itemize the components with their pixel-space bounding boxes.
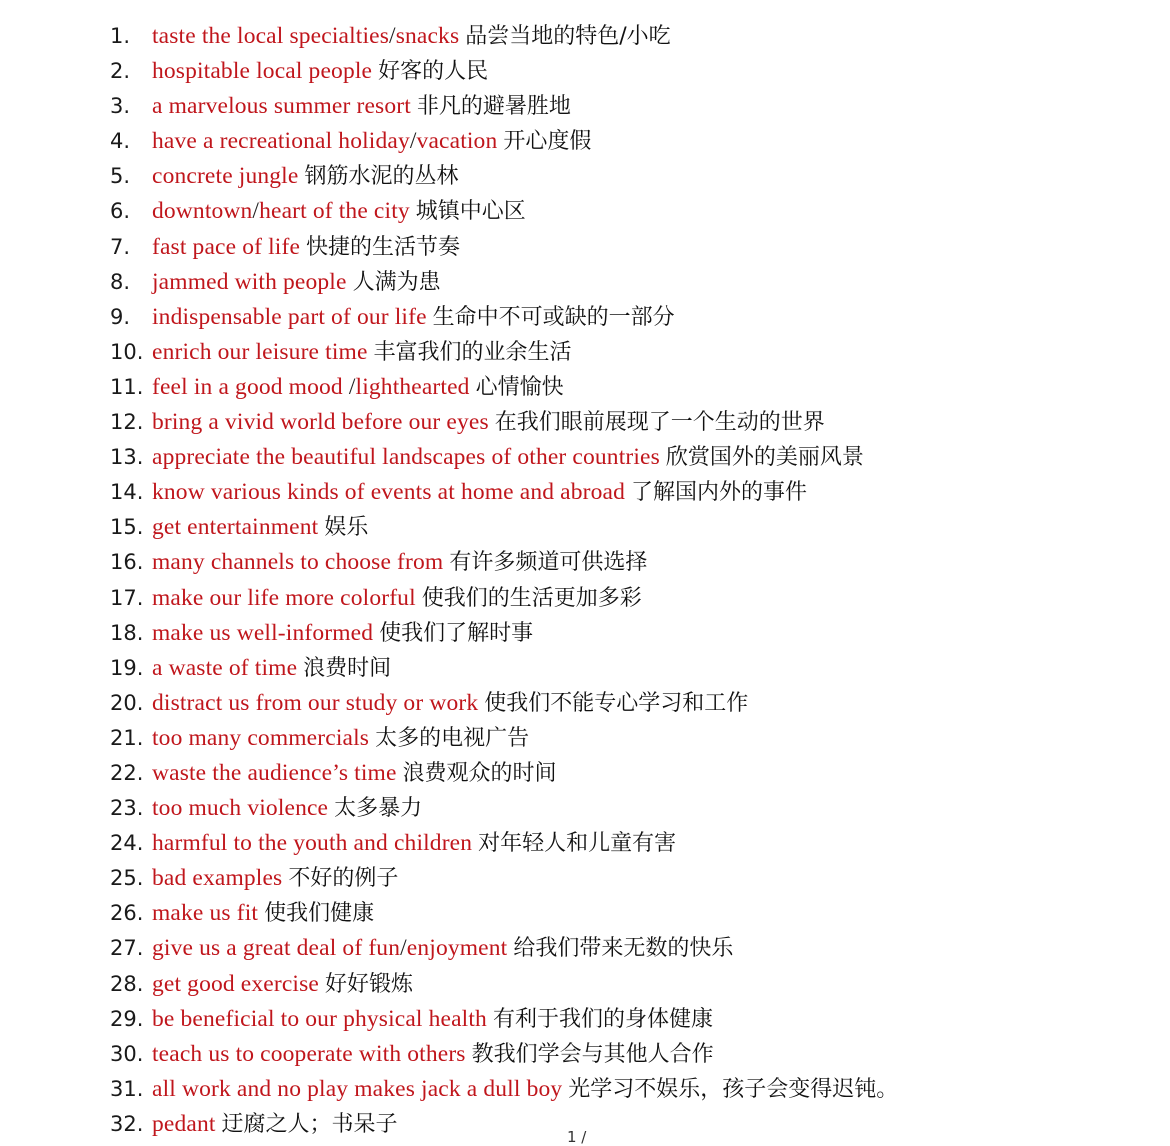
- chinese-translation: 丰富我们的业余生活: [373, 339, 572, 365]
- item-number: 5.: [110, 164, 131, 189]
- english-phrase: [152, 234, 300, 260]
- english-phrase-main: waste the audience’s time: [152, 759, 397, 786]
- slash-separator: /: [252, 198, 260, 225]
- list-item: [110, 861, 898, 896]
- item-number: 22.: [110, 760, 144, 785]
- english-phrase: [152, 128, 497, 154]
- english-phrase-main: too much violence: [152, 795, 329, 822]
- item-number: 26.: [110, 901, 144, 926]
- english-phrase-main: get entertainment: [152, 514, 319, 541]
- item-number: 8.: [110, 269, 131, 294]
- chinese-translation: 开心度假: [503, 129, 592, 155]
- item-number: 32.: [110, 1111, 144, 1136]
- item-number: 3.: [110, 94, 131, 119]
- item-number: 10.: [110, 339, 144, 364]
- list-item: [110, 1072, 898, 1107]
- english-phrase: [152, 58, 372, 84]
- english-phrase-main: distract us from our study or work: [152, 689, 479, 716]
- slash-separator: /: [409, 128, 417, 155]
- english-phrase-main: indispensable part of our life: [152, 303, 427, 330]
- item-number: 30.: [110, 1041, 144, 1066]
- chinese-translation: 心情愉快: [475, 374, 564, 400]
- chinese-translation: 使我们的生活更加多彩: [421, 585, 642, 611]
- chinese-translation: 给我们带来无数的快乐: [513, 936, 734, 962]
- english-phrase-alternative: snacks: [395, 23, 460, 49]
- english-phrase-main: know various kinds of events at home and abroad: [152, 479, 626, 506]
- list-item: [110, 931, 898, 966]
- item-number: 19.: [110, 655, 144, 680]
- item-number: 15.: [110, 515, 144, 540]
- english-phrase-main: downtown: [152, 198, 253, 225]
- item-number: 20.: [110, 690, 144, 715]
- english-phrase: [152, 339, 368, 365]
- list-item: [110, 510, 898, 545]
- list-item: [110, 159, 898, 194]
- english-phrase-main: pedant: [152, 1110, 216, 1137]
- list-item: [110, 721, 898, 756]
- list-item: [110, 826, 898, 861]
- item-number: 24.: [110, 831, 144, 856]
- chinese-translation: 钢筋水泥的丛林: [304, 164, 459, 190]
- english-phrase: [152, 971, 319, 997]
- english-phrase: [152, 304, 427, 330]
- english-phrase: [152, 655, 297, 681]
- english-phrase: [152, 620, 373, 646]
- slash-separator: /: [400, 935, 407, 962]
- item-number: 29.: [110, 1006, 144, 1031]
- english-phrase: [152, 1111, 216, 1137]
- english-phrase-main: fast pace of life: [152, 233, 301, 260]
- item-number: 27.: [110, 936, 144, 961]
- english-phrase-main: harmful to the youth and children: [152, 830, 473, 857]
- list-item: [110, 370, 898, 405]
- english-phrase: [152, 549, 443, 575]
- english-phrase: [152, 760, 397, 786]
- list-item: [110, 581, 898, 616]
- english-phrase: [152, 1076, 562, 1102]
- chinese-translation: 迂腐之人；书呆子: [221, 1111, 398, 1137]
- english-phrase: [152, 444, 660, 470]
- english-phrase-main: a waste of time: [152, 654, 298, 681]
- chinese-translation: 有许多频道可供选择: [449, 550, 648, 576]
- english-phrase: [152, 585, 416, 611]
- english-phrase-main: many channels to choose from: [152, 549, 444, 576]
- list-item: [110, 651, 898, 686]
- english-phrase: [152, 409, 489, 435]
- item-number: 14.: [110, 480, 144, 505]
- english-phrase: [152, 479, 625, 505]
- item-number: 13.: [110, 445, 144, 470]
- english-phrase-main: bad examples: [152, 865, 283, 892]
- list-item: [110, 967, 898, 1002]
- chinese-translation: 有利于我们的身体健康: [492, 1006, 713, 1032]
- list-item: [110, 756, 898, 791]
- english-phrase-main: give us a great deal of fun: [152, 935, 401, 962]
- slash-separator: /: [348, 373, 356, 400]
- item-number: 16.: [110, 550, 144, 575]
- item-number: 9.: [110, 304, 131, 329]
- list-item: [110, 545, 898, 580]
- english-phrase-main: teach us to cooperate with others: [152, 1040, 466, 1067]
- english-phrase-main: have a recreational holiday: [152, 128, 410, 155]
- list-item: [110, 1107, 898, 1142]
- chinese-translation: 使我们不能专心学习和工作: [484, 690, 749, 716]
- list-item: [110, 194, 898, 229]
- list-item: [110, 791, 898, 826]
- item-number: 18.: [110, 620, 144, 645]
- chinese-translation: 非凡的避暑胜地: [416, 94, 571, 120]
- list-item: [110, 475, 898, 510]
- list-item: [110, 896, 898, 931]
- english-phrase: [152, 900, 258, 926]
- english-phrase: [152, 93, 411, 119]
- item-number: 11.: [110, 374, 144, 399]
- item-number: 4.: [110, 129, 131, 154]
- list-item: [110, 54, 898, 89]
- item-number: 25.: [110, 866, 144, 891]
- english-phrase-main: enrich our leisure time: [152, 338, 368, 365]
- list-item: [110, 230, 898, 265]
- english-phrase-main: bring a vivid world before our eyes: [152, 409, 489, 436]
- chinese-translation: 浪费时间: [303, 655, 392, 681]
- english-phrase: [152, 690, 478, 716]
- item-number: 2.: [110, 59, 131, 84]
- item-number: 28.: [110, 971, 144, 996]
- english-phrase: [152, 1006, 487, 1032]
- english-phrase-main: get good exercise: [152, 970, 319, 997]
- chinese-translation: 使我们健康: [264, 901, 375, 927]
- chinese-translation: 不好的例子: [288, 866, 399, 892]
- page-number: 1 /: [567, 1128, 587, 1146]
- english-phrase-main: a marvelous summer resort: [152, 93, 411, 120]
- english-phrase: [152, 865, 282, 891]
- item-number: 17.: [110, 585, 144, 610]
- chinese-translation: 欣赏国外的美丽风景: [665, 445, 864, 471]
- english-phrase-main: make us well-informed: [152, 619, 374, 646]
- chinese-translation: 好好锻炼: [324, 971, 413, 997]
- english-phrase-main: all work and no play makes jack a dull boy: [152, 1075, 563, 1102]
- english-phrase: [152, 830, 472, 856]
- english-phrase-main: make our life more colorful: [152, 584, 416, 611]
- english-phrase: [152, 1041, 466, 1067]
- chinese-translation: 城镇中心区: [415, 199, 526, 225]
- item-number: 23.: [110, 796, 144, 821]
- english-phrase: [152, 514, 318, 540]
- english-phrase-alternative: lighthearted: [355, 373, 470, 400]
- list-item: [110, 19, 898, 54]
- english-phrase-main: feel in a good mood: [152, 373, 349, 400]
- item-number: 1.: [110, 24, 131, 48]
- list-item: [110, 686, 898, 721]
- english-phrase: [152, 269, 347, 295]
- list-item: [110, 265, 898, 300]
- list-item: [110, 300, 898, 335]
- item-number: 7.: [110, 234, 131, 259]
- chinese-translation: 教我们学会与其他人合作: [471, 1041, 714, 1067]
- item-number: 31.: [110, 1076, 144, 1101]
- english-phrase-alternative: vacation: [416, 128, 498, 155]
- english-phrase-main: be beneficial to our physical health: [152, 1005, 487, 1032]
- chinese-translation: 对年轻人和儿童有害: [478, 831, 677, 857]
- english-phrase: [152, 935, 507, 961]
- chinese-translation: 浪费观众的时间: [402, 760, 557, 786]
- english-phrase: [152, 198, 410, 224]
- list-item: [110, 440, 898, 475]
- list-item: [110, 89, 898, 124]
- chinese-translation: 娱乐: [324, 515, 369, 541]
- slash-separator: /: [389, 23, 396, 49]
- english-phrase-main: concrete jungle: [152, 163, 299, 190]
- chinese-translation: 太多的电视广告: [375, 725, 530, 751]
- list-item: [110, 405, 898, 440]
- english-phrase-main: hospitable local people: [152, 58, 373, 85]
- item-number: 6.: [110, 199, 131, 224]
- chinese-translation: 光学习不娱乐，孩子会变得迟钝。: [568, 1076, 899, 1102]
- item-number: 12.: [110, 410, 144, 435]
- english-phrase-alternative: heart of the city: [259, 198, 410, 225]
- item-number: 21.: [110, 725, 144, 750]
- chinese-translation: 太多暴力: [334, 796, 423, 822]
- english-phrase: [152, 795, 328, 821]
- chinese-translation: 使我们了解时事: [379, 620, 534, 646]
- english-phrase-main: make us fit: [152, 900, 259, 927]
- chinese-translation: 生命中不可或缺的一部分: [432, 304, 675, 330]
- chinese-translation: 在我们眼前展现了一个生动的世界: [494, 410, 825, 436]
- chinese-translation: 品尝当地的特色/小吃: [465, 24, 671, 49]
- english-phrase-main: taste the local specialties: [152, 23, 389, 49]
- chinese-translation: 人满为患: [352, 269, 441, 295]
- english-phrase: [152, 23, 459, 49]
- chinese-translation: 了解国内外的事件: [631, 480, 808, 506]
- list-item: [110, 335, 898, 370]
- english-phrase: [152, 374, 470, 400]
- english-phrase-main: appreciate the beautiful landscapes of other countries: [152, 444, 660, 471]
- chinese-translation: 好客的人民: [378, 59, 489, 85]
- list-item: [110, 1002, 898, 1037]
- list-item: [110, 124, 898, 159]
- english-phrase: [152, 725, 369, 751]
- list-item: [110, 1037, 898, 1072]
- english-phrase-main: jammed with people: [152, 268, 347, 295]
- list-item: [110, 616, 898, 651]
- chinese-translation: 快捷的生活节奏: [306, 234, 461, 260]
- phrase-list: [110, 19, 898, 1142]
- english-phrase-alternative: enjoyment: [406, 935, 508, 962]
- english-phrase: [152, 163, 298, 189]
- english-phrase-main: too many commercials: [152, 724, 370, 751]
